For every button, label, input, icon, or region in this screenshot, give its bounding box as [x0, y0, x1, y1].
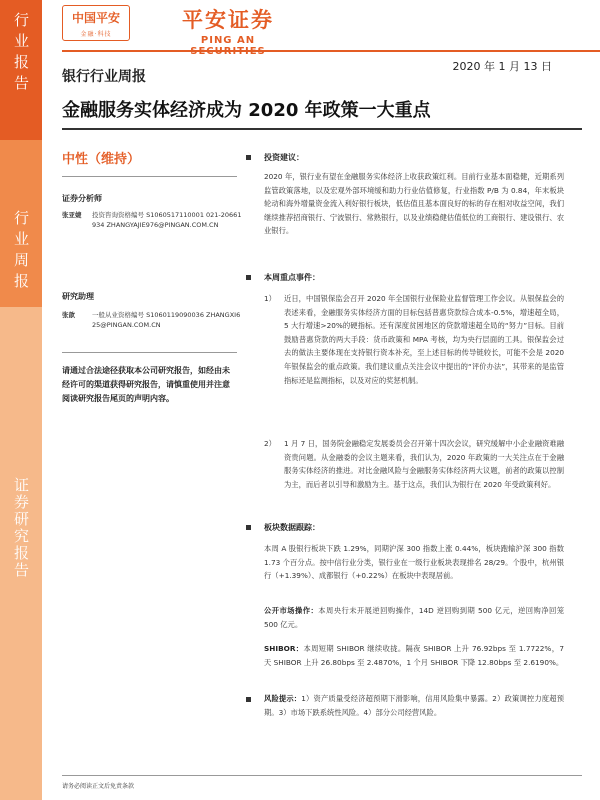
report-type: 银行行业周报	[62, 69, 146, 85]
ping-an-group-logo	[62, 5, 130, 41]
report-date: 2020 年 1 月 13 日	[452, 60, 552, 73]
investment-text: 2020 年，银行业有望在金融服务实体经济上收获政策红利。目前行业基本面稳健，近期系列监管政策落地，以及宏观外部环境缓和助力行业估值修复，行业指数 P/B 为 0.84，年末板块轮动和海外增量资金流入利好银行板块，低估值且基本面良好的标的存在相对收益空间，我们继续推荐招商银行、宁波银行、常熟银行，以及业绩稳健估值低位的工商银行、建设银行、农业银行。	[264, 172, 564, 236]
events-heading: 本周重点事件：	[264, 273, 320, 282]
stripe-segment-bottom	[0, 307, 42, 800]
investment-heading: 投资建议：	[264, 153, 304, 162]
event-item-2	[264, 437, 564, 517]
bullet-icon	[246, 155, 251, 160]
bullet-icon	[246, 697, 251, 702]
shibor-label: SHIBOR：	[264, 644, 304, 653]
tracking-heading: 板块数据跟踪：	[264, 523, 320, 532]
bullet-icon	[246, 275, 251, 280]
risk-paragraph	[264, 692, 564, 719]
event-1-text: 近日，中国银保监会召开 2020 年全国银行业保险业监督管理工作会议。从银保监会的表述来看，金融服务实体经济方面的目标包括普惠贷款综合成本-0.5%，增速超全局，5 大行增速>20%的硬指标。还有深度贫困地区的贷款增速超全局的“努力”目标。目前鼓励普惠贷款的两大手段：货币政策和 MPA 考核，均为央行层面的工具。银保监会过去的做法主要体现在支持银行资本补充，至上述目标的传导链较长，可能不会是 2020 年银保监会的重点政策。我们建议重点关注会议中提出的“评价办法”，其带来的是监管指标还是监测指标，以及对应的奖惩机制。	[284, 294, 564, 385]
assistant-name: 张歆	[62, 311, 75, 319]
logo-group-title: 中国平安	[71, 11, 120, 25]
rating-label: 中性（维持）	[62, 152, 141, 167]
stripe-label-middle: 行业周报	[12, 210, 30, 294]
risk-text: 1）资产质量受经济超预期下滑影响，信用风险集中暴露。2）政策调控力度超预期。3）市场下跌系统性风险。4）部分公司经营风险。	[264, 694, 564, 717]
side-stripe	[0, 0, 42, 800]
stripe-label-bottom: 证券研究报告	[12, 477, 30, 579]
analyst-block	[62, 210, 247, 262]
event-1-number: 1）	[264, 294, 276, 303]
open-market-text: 本周央行未开展逆回购操作，14D 逆回购到期 500 亿元，逆回购净回笼 500 亿元。	[264, 606, 564, 629]
footer-divider	[62, 775, 582, 776]
left-divider-2	[62, 352, 237, 353]
open-market-label: 公开市场操作：	[264, 606, 319, 615]
brand-name-en: PING AN	[200, 35, 256, 46]
event-item-1	[264, 292, 564, 432]
assistant-info: 一般从业资格编号 S1060119090036 ZHANGXI625@PINGAN.COM.CN	[92, 311, 241, 329]
shibor-paragraph	[264, 642, 564, 669]
bullet-icon	[246, 525, 251, 530]
stripe-segment-middle	[0, 140, 42, 307]
assistant-block	[62, 310, 247, 342]
title-divider	[62, 128, 582, 130]
header-divider	[62, 50, 600, 52]
stripe-label-top: 行业报告	[12, 12, 30, 96]
left-divider	[62, 176, 237, 177]
footer-note: 请务必阅读正文后免责条款	[62, 783, 135, 790]
assistant-section-title: 研究助理	[62, 292, 94, 301]
analyst-info: 投资咨询资格编号 S1060517110001 021-20661934 ZHANGYAJIE976@PINGAN.COM.CN	[92, 211, 242, 229]
open-market-paragraph	[264, 604, 564, 631]
shibor-text: 本周短期 SHIBOR 继续收拢。隔夜 SHIBOR 上升 76.92bps 至 1.7722%，7 天 SHIBOR 上升 26.80bps 至 2.4870%，1 个月 SHIBOR 下降 12.80bps 至 2.6190%。	[264, 644, 564, 667]
page-title: 金融服务实体经济成为 2020 年政策一大重点	[62, 100, 431, 121]
logo-group-subtitle: 金融·科技	[80, 31, 112, 38]
disclaimer-note: 请通过合法途径获取本公司研究报告，如经由未经许可的渠道获得研究报告，请慎重使用并注意阅读研究报告尾页的声明内容。	[62, 366, 230, 403]
stripe-segment-top	[0, 0, 42, 140]
analyst-name: 张亚婕	[62, 211, 82, 219]
risk-label: 风险提示：	[264, 694, 302, 703]
event-2-text: 1 月 7 日，国务院金融稳定发展委员会召开第十四次会议，研究缓解中小企业融资难融资贵问题。从金融委的会议主题来看，我们认为，2020 年政策的一大关注点在于金融服务实体经济的推进。对比金融风险与金融服务实体经济两大议题，前者的政策以控制为主，而后者以引导和激励为主。基于这点，我们认为银行在 2020 年受政策利好。	[284, 439, 564, 489]
analyst-section-title: 证券分析师	[62, 194, 102, 203]
tracking-text: 本周 A 股银行板块下跌 1.29%，同期沪深 300 指数上涨 0.44%，板块跑输沪深 300 指数 1.73 个百分点。按中信行业分类，银行业在一级行业板块表现排名 28/29。个股中，杭州银行（+1.39%）、成都银行（+0.22%）在板块中表现居前。	[264, 544, 564, 581]
brand-name-cn: 平安证券	[182, 8, 274, 32]
event-2-number: 2）	[264, 439, 276, 448]
